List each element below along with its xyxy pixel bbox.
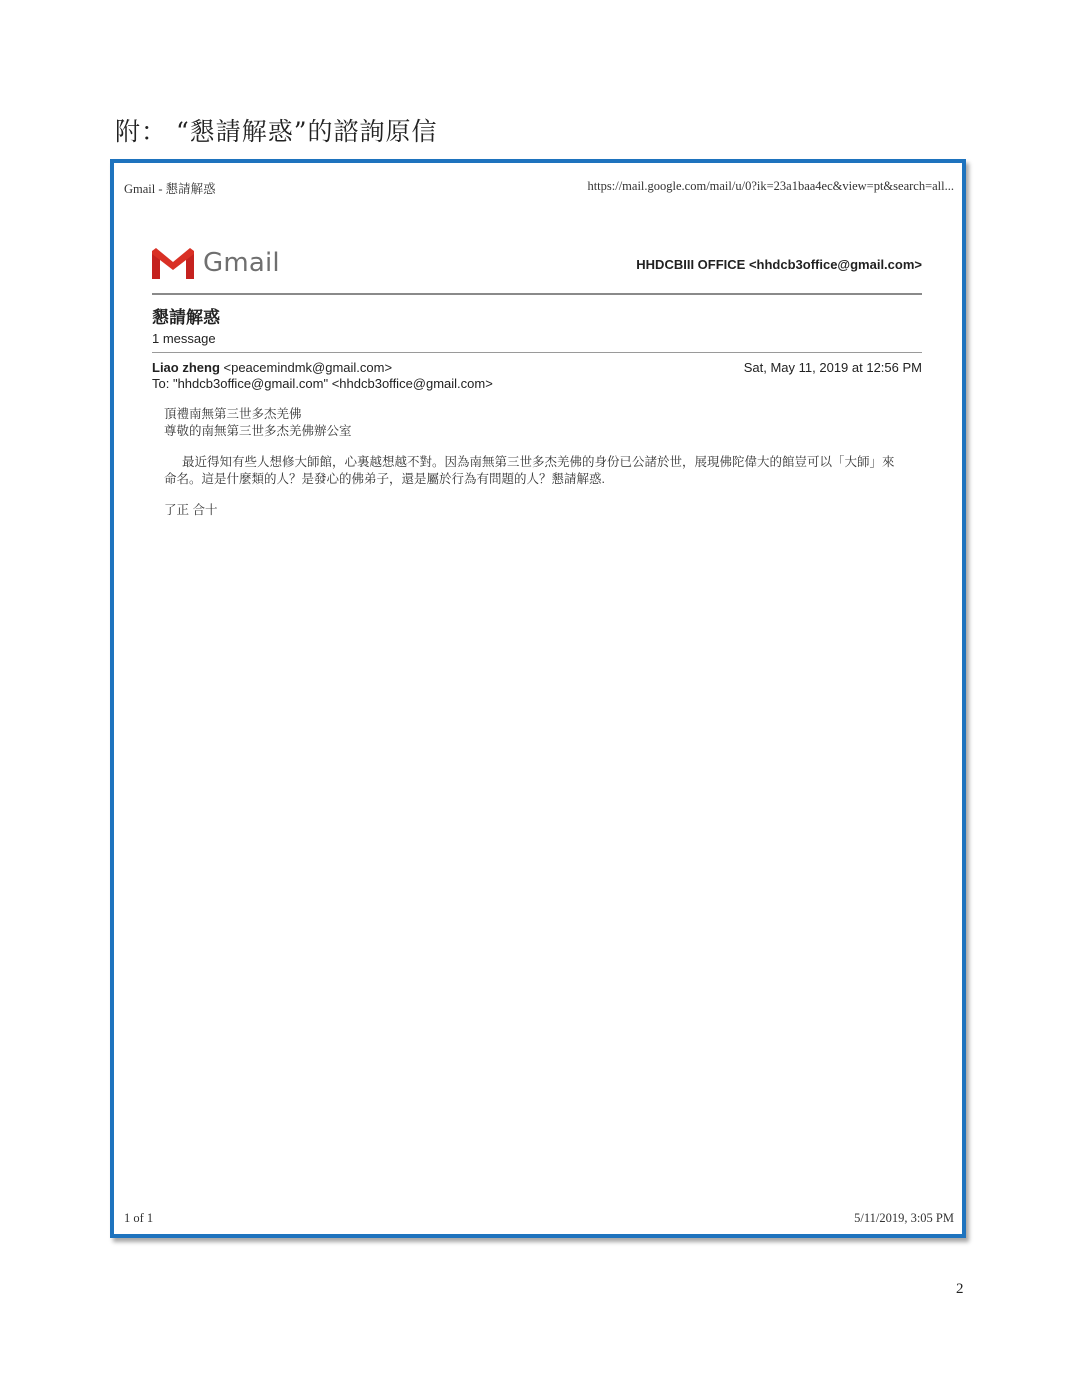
signoff: 了正 合十 bbox=[164, 503, 218, 517]
email-subject: 懇請解惑 bbox=[152, 308, 220, 327]
print-page-count: 1 of 1 bbox=[124, 1211, 154, 1225]
print-timestamp: 5/11/2019, 3:05 PM bbox=[854, 1211, 954, 1225]
salutation-line-2: 尊敬的南無第三世多杰羌佛辦公室 bbox=[164, 424, 352, 438]
email-printout bbox=[152, 243, 922, 519]
print-window-title: Gmail - 懇請解惑 bbox=[124, 182, 216, 196]
email-top-bar bbox=[152, 243, 922, 293]
print-url: https://mail.google.com/mail/u/0?ik=23a1baa4ec&view=pt&search=all... bbox=[587, 179, 954, 193]
body-paragraph: 最近得知有些人想修大師館，心裏越想越不對。因為南無第三世多杰羌佛的身份已公諸於世，展現佛陀偉大的館豈可以「大師」來命名。這是什麼類的人？是發心的佛弟子，還是屬於行為有問題的人？懇請解惑. bbox=[164, 455, 895, 486]
printed-email-frame bbox=[110, 159, 966, 1238]
salutation-line-1: 頂禮南無第三世多杰羌佛 bbox=[164, 407, 302, 421]
message-count: 1 message bbox=[152, 331, 216, 346]
page-number: 2 bbox=[956, 1281, 964, 1297]
gmail-wordmark: Gmail bbox=[203, 248, 280, 278]
gmail-m-icon bbox=[152, 247, 194, 279]
recipient-line: To: "hhdcb3office@gmail.com" <hhdcb3office@gmail.com> bbox=[152, 376, 493, 391]
document-heading: 附： “懇請解惑”的諮詢原信 bbox=[115, 117, 438, 146]
sender-email: <peacemindmk@gmail.com> bbox=[219, 360, 393, 375]
message-body bbox=[152, 392, 922, 519]
sender-name: Liao zheng bbox=[152, 360, 220, 375]
message-meta bbox=[152, 353, 922, 392]
gmail-logo bbox=[152, 247, 280, 279]
message-date: Sat, May 11, 2019 at 12:56 PM bbox=[743, 360, 922, 375]
subject-block bbox=[152, 295, 922, 352]
account-label: HHDCBIII OFFICE <hhdcb3office@gmail.com> bbox=[636, 257, 922, 272]
